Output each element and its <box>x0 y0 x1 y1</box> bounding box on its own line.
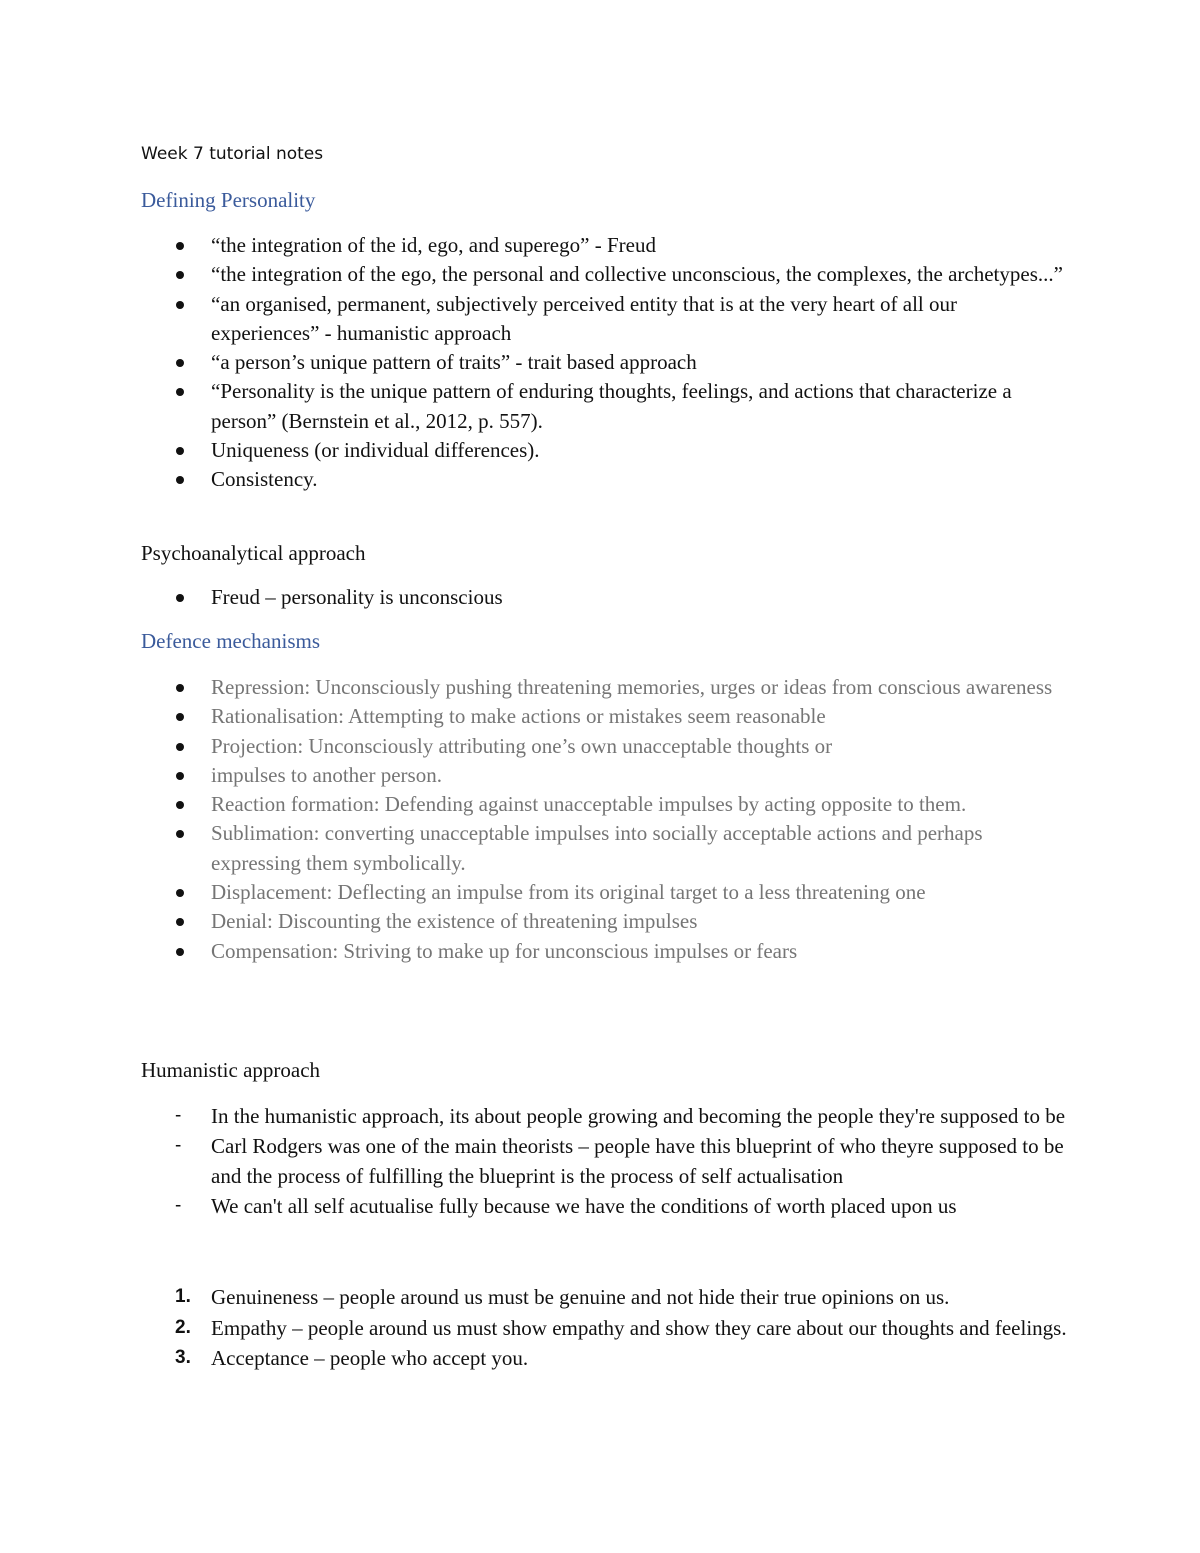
bullet-icon <box>176 388 184 396</box>
list-item-text: “a person’s unique pattern of traits” - trait based approach <box>211 350 697 375</box>
list-item <box>0 907 1200 936</box>
list-item-text: “an organised, permanent, subjectively perceived entity that is at the very heart of all our experiences” - humanistic approach <box>211 291 958 345</box>
document-title: Week 7 tutorial notes <box>141 144 324 164</box>
list-item <box>0 377 1200 436</box>
bullet-icon <box>176 918 184 926</box>
list-item <box>0 465 1200 494</box>
list-item <box>0 583 1200 612</box>
list-item-text: Acceptance – people who accept you. <box>211 1346 529 1370</box>
list-item-text: Displacement: Deflecting an impulse from its original target to a less threatening one <box>211 880 926 905</box>
dash-marker: - <box>175 1105 182 1126</box>
list-number: 1. <box>175 1286 191 1307</box>
list-item-text: Repression: Unconsciously pushing threatening memories, urges or ideas from conscious awareness <box>211 675 1053 699</box>
bullet-icon <box>176 359 184 367</box>
list-item-text: Empathy – people around us must show empathy and show they care about our thoughts and feelings. <box>211 1315 1067 1340</box>
list-number: 2. <box>175 1316 191 1338</box>
bullet-icon <box>176 948 184 956</box>
psychoanalytical-list <box>0 583 1200 612</box>
dash-marker: - <box>175 1135 182 1156</box>
list-number: 3. <box>175 1347 191 1368</box>
list-item <box>0 260 1200 289</box>
list-item-text: “Personality is the unique pattern of enduring thoughts, feelings, and actions that characterize a person” (Bernstein et al., 2012, p. 557). <box>211 379 1012 433</box>
list-item <box>0 819 1200 878</box>
humanistic-dash-list <box>0 1101 1200 1221</box>
list-item-text: “the integration of the ego, the personal and collective unconscious, the complexes, the archetypes...” <box>211 262 1063 287</box>
list-item-text: Uniqueness (or individual differences). <box>211 438 540 463</box>
bullet-icon <box>176 801 184 809</box>
list-item-text: In the humanistic approach, its about people growing and becoming the people they're supposed to be <box>211 1104 1066 1128</box>
bullet-icon <box>176 684 184 692</box>
bullet-icon <box>176 594 184 602</box>
bullet-icon <box>176 743 184 751</box>
defining-personality-list <box>0 231 1200 495</box>
list-item-text: “the integration of the id, ego, and superego” - Freud <box>211 233 656 257</box>
bullet-icon <box>176 772 184 780</box>
list-item <box>0 790 1200 819</box>
list-item <box>0 290 1200 349</box>
list-item <box>0 1191 1200 1221</box>
list-item-text: Genuineness – people around us must be genuine and not hide their true opinions on us. <box>211 1285 950 1309</box>
list-item <box>0 878 1200 907</box>
list-item-text: Projection: Unconsciously attributing one’s own unacceptable thoughts or <box>211 733 833 758</box>
defence-mechanisms-list <box>0 673 1200 966</box>
list-item <box>0 937 1200 966</box>
list-item-text: Compensation: Striving to make up for unconscious impulses or fears <box>211 938 798 963</box>
list-item-text: impulses to another person. <box>211 762 442 787</box>
bullet-icon <box>176 476 184 484</box>
bullet-icon <box>176 447 184 455</box>
list-item <box>0 1313 1200 1344</box>
list-item-text: Denial: Discounting the existence of threatening impulses <box>211 909 698 934</box>
dash-marker: - <box>175 1195 182 1216</box>
list-item <box>0 348 1200 377</box>
list-item-text: Reaction formation: Defending against unacceptable impulses by acting opposite to them. <box>211 792 967 817</box>
list-item-text: Rationalisation: Attempting to make actions or mistakes seem reasonable <box>211 704 826 729</box>
list-item <box>0 1282 1200 1313</box>
list-item <box>0 732 1200 761</box>
bullet-icon <box>176 242 184 250</box>
bullet-icon <box>176 830 184 838</box>
list-item-text: Freud – personality is unconscious <box>211 585 503 609</box>
list-item-text: We can't all self acutualise fully because we have the conditions of worth placed upon us <box>211 1194 957 1218</box>
heading-humanistic-approach: Humanistic approach <box>141 1058 321 1082</box>
bullet-icon <box>176 713 184 721</box>
bullet-icon <box>176 889 184 897</box>
list-item-text: Carl Rodgers was one of the main theorists – people have this blueprint of who theyre supposed to be and the process of fulfilling the blueprint is the process of self actualisation <box>211 1134 1064 1188</box>
list-item <box>0 1131 1200 1191</box>
heading-psychoanalytical-approach: Psychoanalytical approach <box>141 541 366 565</box>
heading-defining-personality: Defining Personality <box>141 188 316 212</box>
list-item <box>0 231 1200 260</box>
list-item <box>0 1343 1200 1374</box>
list-item <box>0 1101 1200 1131</box>
list-item <box>0 761 1200 790</box>
list-item-text: Consistency. <box>211 467 318 492</box>
list-item-text: Sublimation: converting unacceptable impulses into socially acceptable actions and perhaps expressing them symbolically. <box>211 821 983 875</box>
heading-defence-mechanisms: Defence mechanisms <box>141 629 321 653</box>
list-item <box>0 436 1200 465</box>
list-item <box>0 673 1200 702</box>
bullet-icon <box>176 271 184 279</box>
humanistic-numbered-list <box>0 1282 1200 1374</box>
bullet-icon <box>176 301 184 309</box>
list-item <box>0 702 1200 731</box>
